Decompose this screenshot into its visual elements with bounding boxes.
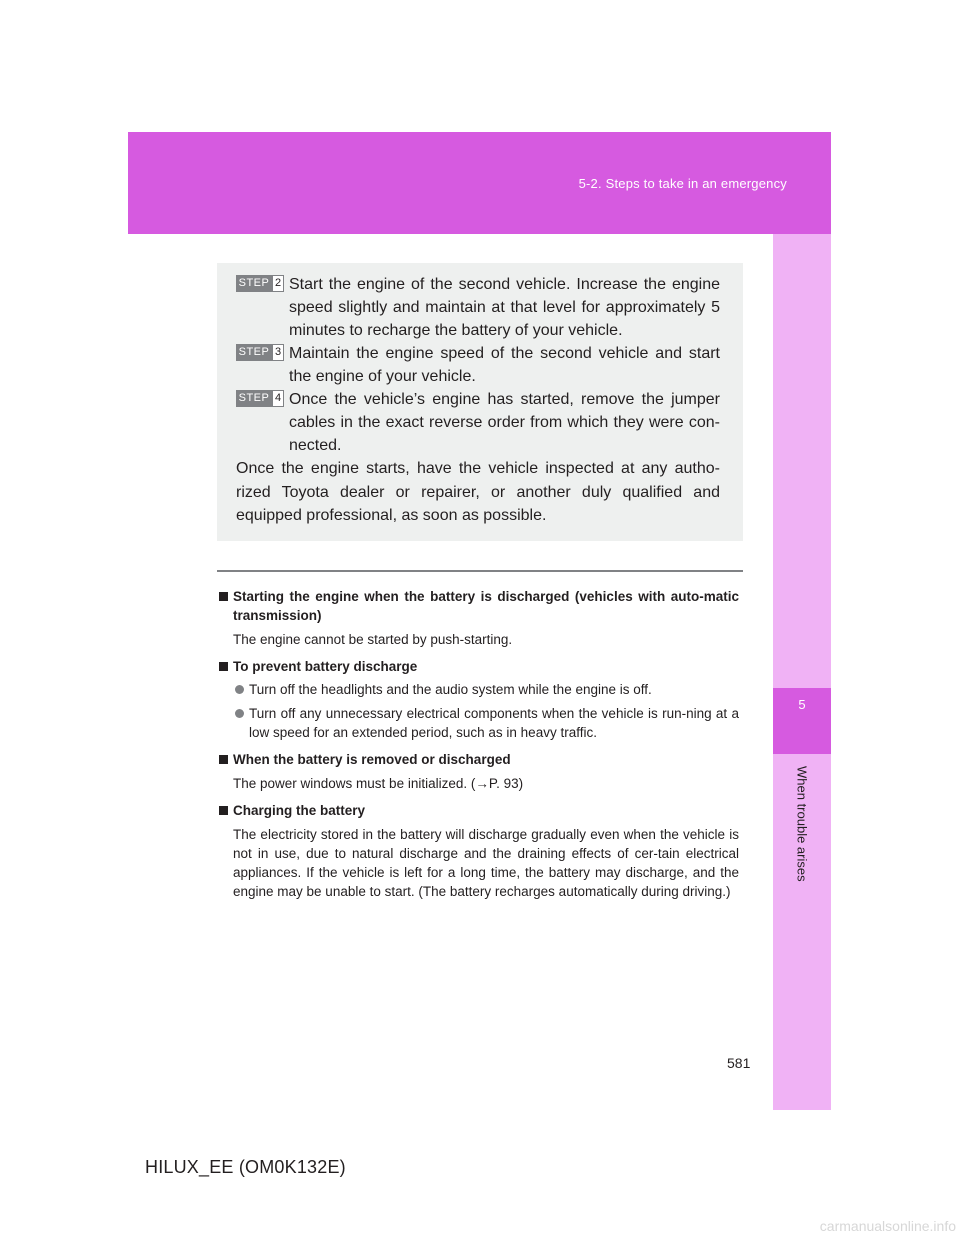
side-chapter-tab [773,234,831,1110]
notes-section [217,587,739,909]
circle-bullet-icon [235,685,244,694]
section-title: 5-2. Steps to take in an emergency [578,176,787,191]
step-text: Start the engine of the second vehicle. Increase the engine speed slightly and maintain at that level for approximately 5 minutes to recharge the battery of your vehicle. [289,276,720,339]
step-number: 2 [272,275,284,292]
chapter-header-band [128,132,831,234]
document-code: HILUX_EE (OM0K132E) [145,1157,346,1177]
step-text: Once the vehicle’s engine has started, remove the jumper cables in the exact reverse order from which they were con-nected. [289,391,720,454]
list-item: Turn off the headlights and the audio system while the engine is off. [233,680,739,699]
page-number: 581 [727,1055,751,1071]
list-item: Turn off any unnecessary electrical components when the vehicle is run-ning at a low speed for an extended period, such as in heavy traffic. [233,704,739,742]
note-body: The power windows must be initialized. (→P. 93) [233,776,524,791]
note-heading: Charging the battery [217,801,739,820]
step-text: Maintain the engine speed of the second vehicle and start the engine of your vehicle. [289,345,720,385]
square-bullet-icon [219,755,228,764]
square-bullet-icon [219,592,228,601]
note-body: The engine cannot be started by push-starting. [233,632,513,647]
step-2 [236,273,720,342]
circle-bullet-icon [235,709,244,718]
step-number: 3 [272,344,284,361]
step-badge: STEP 3 [236,344,284,361]
square-bullet-icon [219,806,228,815]
watermark: carmanualsonline.info [819,1218,956,1234]
section-divider [217,570,743,572]
step-number: 4 [272,390,284,407]
step-4 [236,388,720,457]
step-badge: STEP 4 [236,390,284,407]
chapter-title: When trouble arises [794,766,810,882]
step-3 [236,342,720,388]
closing-paragraph: Once the engine starts, have the vehicle inspected at any autho-rized Toyota dealer or repairer, or another duly qualified and equipped professional, as soon as possible. [236,460,720,524]
note-heading: When the battery is removed or discharged [217,750,739,769]
note-heading: Starting the engine when the battery is discharged (vehicles with auto-matic transmission) [217,587,739,625]
note-heading: To prevent battery discharge [217,657,739,676]
step-badge: STEP 2 [236,275,284,292]
square-bullet-icon [219,662,228,671]
chapter-number: 5 [798,697,806,712]
steps-panel [217,263,743,541]
note-body: The electricity stored in the battery will discharge gradually even when the vehicle is not in use, due to natural discharge and the draining effects of cer-tain electrical appliances. If the vehicle is left for a long time, the battery may discharge, and the engine may be unable to start. (The battery recharges automatically during driving.) [233,827,739,899]
chapter-number-box [773,688,831,754]
